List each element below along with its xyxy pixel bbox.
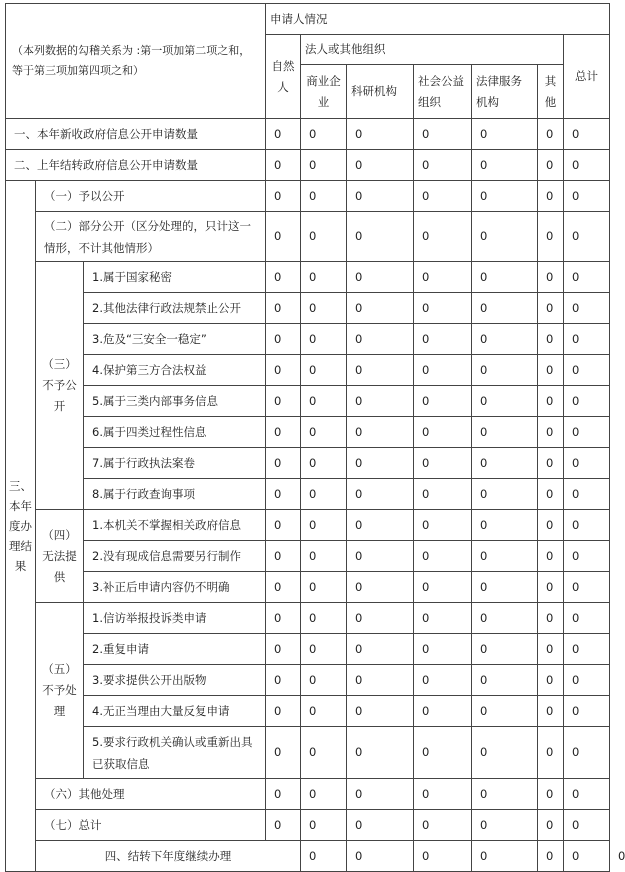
table-row	[6, 634, 610, 665]
value-cell: 0	[301, 417, 347, 448]
value-cell: 0	[564, 355, 610, 386]
value-cell: 0	[301, 841, 347, 872]
row-label: （一）予以公开	[36, 181, 266, 212]
value-cell: 0	[538, 119, 564, 150]
row-label: 2.没有现成信息需要另行制作	[84, 541, 266, 572]
value-cell: 0	[266, 810, 301, 841]
value-cell: 0	[301, 510, 347, 541]
value-cell: 0	[414, 779, 472, 810]
value-cell: 0	[564, 779, 610, 810]
value-cell: 0	[414, 541, 472, 572]
table-row	[6, 181, 610, 212]
value-cell: 0	[347, 665, 414, 696]
value-cell: 0	[301, 541, 347, 572]
value-cell: 0	[564, 603, 610, 634]
value-cell: 0	[301, 386, 347, 417]
value-cell: 0	[347, 841, 414, 872]
value-cell: 0	[472, 324, 538, 355]
value-cell: 0	[347, 541, 414, 572]
value-cell: 0	[266, 696, 301, 727]
row-label: 3.补正后申请内容仍不明确	[84, 572, 266, 603]
value-cell: 0	[414, 150, 472, 181]
row-label: 5.属于三类内部事务信息	[84, 386, 266, 417]
value-cell: 0	[538, 541, 564, 572]
value-cell: 0	[564, 119, 610, 150]
row-label: 8.属于行政查询事项	[84, 479, 266, 510]
value-cell: 0	[414, 810, 472, 841]
value-cell: 0	[472, 150, 538, 181]
value-cell: 0	[472, 386, 538, 417]
table-row	[6, 696, 610, 727]
value-cell: 0	[414, 510, 472, 541]
value-cell: 0	[414, 603, 472, 634]
value-cell: 0	[538, 355, 564, 386]
table-row	[6, 386, 610, 417]
value-cell: 0	[347, 779, 414, 810]
value-cell: 0	[414, 448, 472, 479]
value-cell: 0	[266, 665, 301, 696]
table-row	[6, 510, 610, 541]
row-label: 2.其他法律行政法规禁止公开	[84, 293, 266, 324]
value-cell: 0	[266, 603, 301, 634]
value-cell: 0	[538, 386, 564, 417]
value-cell: 0	[472, 181, 538, 212]
value-cell: 0	[414, 696, 472, 727]
value-cell: 0	[266, 262, 301, 293]
row-label: 5.要求行政机关确认或重新出具已获取信息	[84, 727, 266, 779]
total-header: 总计	[564, 35, 610, 119]
row-label: 1.信访举报投诉类申请	[84, 603, 266, 634]
natural-person-header: 自然人	[266, 35, 301, 119]
value-cell: 0	[347, 634, 414, 665]
value-cell: 0	[538, 262, 564, 293]
row-label: 1.属于国家秘密	[84, 262, 266, 293]
table-row	[6, 603, 610, 634]
value-cell: 0	[347, 181, 414, 212]
value-cell: 0	[472, 841, 538, 872]
value-cell: 0	[538, 665, 564, 696]
value-cell: 0	[414, 324, 472, 355]
value-cell: 0	[266, 634, 301, 665]
value-cell: 0	[301, 634, 347, 665]
sub-header-other: 其他	[538, 65, 564, 119]
table-row	[6, 479, 610, 510]
value-cell: 0	[266, 417, 301, 448]
value-cell: 0	[266, 355, 301, 386]
value-cell: 0	[564, 696, 610, 727]
table-row	[6, 572, 610, 603]
sub-header-business: 商业企业	[301, 65, 347, 119]
value-cell: 0	[301, 665, 347, 696]
value-cell: 0	[414, 727, 472, 779]
group-5-label: （五）不予处理	[36, 603, 84, 779]
row-label: 7.属于行政执法案卷	[84, 448, 266, 479]
value-cell: 0	[564, 150, 610, 181]
value-cell: 0	[472, 293, 538, 324]
value-cell: 0	[564, 634, 610, 665]
value-cell: 0	[472, 119, 538, 150]
table-row	[6, 779, 610, 810]
value-cell: 0	[301, 212, 347, 262]
table-row	[6, 293, 610, 324]
value-cell: 0	[414, 479, 472, 510]
value-cell: 0	[266, 150, 301, 181]
table-row	[6, 324, 610, 355]
value-cell: 0	[538, 417, 564, 448]
row-label: 4.无正当理由大量反复申请	[84, 696, 266, 727]
value-cell: 0	[564, 417, 610, 448]
value-cell: 0	[538, 572, 564, 603]
value-cell: 0	[564, 181, 610, 212]
value-cell: 0	[347, 810, 414, 841]
value-cell: 0	[266, 324, 301, 355]
value-cell: 0	[266, 181, 301, 212]
value-cell: 0	[414, 355, 472, 386]
value-cell: 0	[472, 779, 538, 810]
value-cell: 0	[472, 212, 538, 262]
value-cell: 0	[301, 448, 347, 479]
value-cell: 0	[538, 150, 564, 181]
value-cell: 0	[472, 510, 538, 541]
value-cell: 0	[414, 119, 472, 150]
value-cell: 0	[301, 293, 347, 324]
value-cell: 0	[301, 324, 347, 355]
value-cell: 0	[347, 479, 414, 510]
value-cell: 0	[414, 572, 472, 603]
value-cell: 0	[347, 603, 414, 634]
value-cell: 0	[472, 355, 538, 386]
value-cell: 0	[347, 510, 414, 541]
value-cell: 0	[564, 665, 610, 696]
table-row	[6, 150, 610, 181]
value-cell: 0	[414, 212, 472, 262]
value-cell: 0	[538, 603, 564, 634]
value-cell: 0	[564, 324, 610, 355]
value-cell: 0	[538, 510, 564, 541]
value-cell: 0	[414, 386, 472, 417]
table-row	[6, 262, 610, 293]
sub-header-public-welfare: 社会公益组织	[414, 65, 472, 119]
value-cell: 0	[414, 417, 472, 448]
row-label: 1.本机关不掌握相关政府信息	[84, 510, 266, 541]
value-cell: 0	[564, 841, 610, 872]
value-cell: 0	[347, 212, 414, 262]
value-cell: 0	[472, 448, 538, 479]
value-cell: 0	[266, 119, 301, 150]
value-cell: 0	[564, 479, 610, 510]
value-cell: 0	[538, 696, 564, 727]
table-row	[6, 810, 610, 841]
value-cell: 0	[564, 727, 610, 779]
value-cell: 0	[301, 262, 347, 293]
value-cell: 0	[301, 150, 347, 181]
legal-group-header: 法人或其他组织	[301, 35, 564, 65]
value-cell: 0	[347, 696, 414, 727]
value-cell: 0	[538, 448, 564, 479]
value-cell: 0	[538, 727, 564, 779]
value-cell: 0	[347, 355, 414, 386]
value-cell: 0	[472, 810, 538, 841]
value-cell: 0	[472, 417, 538, 448]
table-row	[6, 119, 610, 150]
table-row	[6, 355, 610, 386]
row-label: 2.重复申请	[84, 634, 266, 665]
applicant-header: 申请人情况	[266, 4, 610, 35]
value-cell: 0	[472, 727, 538, 779]
value-cell: 0	[266, 448, 301, 479]
value-cell: 0	[301, 181, 347, 212]
value-cell: 0	[564, 262, 610, 293]
row-label: （二）部分公开（区分处理的，只计这一情形，不计其他情形）	[36, 212, 266, 262]
value-cell: 0	[414, 262, 472, 293]
value-cell: 0	[347, 150, 414, 181]
value-cell: 0	[472, 665, 538, 696]
row-label: 二、上年结转政府信息公开申请数量	[6, 150, 266, 181]
value-cell: 0	[347, 386, 414, 417]
value-cell: 0	[414, 665, 472, 696]
value-cell: 0	[414, 293, 472, 324]
value-cell: 0	[266, 386, 301, 417]
row-label: 一、本年新收政府信息公开申请数量	[6, 119, 266, 150]
value-cell: 0	[266, 727, 301, 779]
value-cell: 0	[564, 448, 610, 479]
value-cell: 0	[414, 841, 472, 872]
row-label: 四、结转下年度继续办理	[36, 841, 301, 872]
value-cell: 0	[538, 293, 564, 324]
value-cell: 0	[538, 779, 564, 810]
sub-header-research: 科研机构	[347, 65, 414, 119]
section-3-label: 三、本年度办理结果	[6, 181, 36, 872]
value-cell: 0	[472, 634, 538, 665]
row-label: （七）总计	[36, 810, 266, 841]
table-row	[6, 448, 610, 479]
value-cell: 0	[301, 779, 347, 810]
value-cell: 0	[266, 212, 301, 262]
group-3-label: （三）不予公开	[36, 262, 84, 510]
value-cell: 0	[266, 510, 301, 541]
value-cell: 0	[301, 355, 347, 386]
table-row	[6, 727, 610, 779]
value-cell: 0	[266, 541, 301, 572]
value-cell: 0	[347, 572, 414, 603]
value-cell: 0	[472, 479, 538, 510]
value-cell: 0	[564, 510, 610, 541]
value-cell: 0	[347, 324, 414, 355]
value-cell: 0	[538, 181, 564, 212]
value-cell: 0	[266, 779, 301, 810]
value-cell: 0	[347, 119, 414, 150]
value-cell: 0	[347, 417, 414, 448]
row-label: 6.属于四类过程性信息	[84, 417, 266, 448]
value-cell: 0	[347, 262, 414, 293]
value-cell: 0	[564, 572, 610, 603]
value-cell: 0	[301, 810, 347, 841]
value-cell: 0	[266, 572, 301, 603]
group-4-label: （四）无法提供	[36, 510, 84, 603]
value-cell: 0	[301, 479, 347, 510]
value-cell: 0	[564, 212, 610, 262]
table-row	[6, 541, 610, 572]
value-cell: 0	[472, 603, 538, 634]
value-cell: 0	[538, 841, 564, 872]
value-cell: 0	[472, 696, 538, 727]
value-cell: 0	[472, 262, 538, 293]
table-row: 四、结转下年度继续办理 0 0 0 0 0 0 0	[6, 841, 610, 872]
value-cell: 0	[266, 293, 301, 324]
value-cell: 0	[301, 119, 347, 150]
value-cell: 0	[472, 541, 538, 572]
table-row	[6, 665, 610, 696]
value-cell: 0	[347, 448, 414, 479]
value-cell: 0	[564, 541, 610, 572]
row-label: 3.要求提供公开出版物	[84, 665, 266, 696]
value-cell: 0	[538, 479, 564, 510]
row-label: 4.保护第三方合法权益	[84, 355, 266, 386]
value-cell: 0	[266, 479, 301, 510]
value-cell: 0	[538, 212, 564, 262]
value-cell: 0	[301, 696, 347, 727]
value-cell: 0	[564, 293, 610, 324]
value-cell: 0	[564, 810, 610, 841]
sub-header-legal-service: 法律服务机构	[472, 65, 538, 119]
row-label: （六）其他处理	[36, 779, 266, 810]
value-cell: 0	[538, 810, 564, 841]
value-cell: 0	[301, 603, 347, 634]
disclosure-stats-table	[5, 3, 625, 872]
value-cell: 0	[301, 572, 347, 603]
row-label: 3.危及“三安全一稳定”	[84, 324, 266, 355]
value-cell: 0	[347, 293, 414, 324]
value-cell: 0	[301, 727, 347, 779]
value-cell: 0	[414, 181, 472, 212]
value-cell: 0	[472, 572, 538, 603]
note-cell: （本列数据的勾稽关系为 :第一项加第二项之和，等于第三项加第四项之和）	[6, 4, 266, 119]
value-cell: 0	[347, 727, 414, 779]
value-cell: 0	[414, 634, 472, 665]
value-cell: 0	[564, 386, 610, 417]
table-row	[6, 417, 610, 448]
value-cell: 0	[538, 324, 564, 355]
table-row	[6, 212, 610, 262]
value-cell: 0	[538, 634, 564, 665]
